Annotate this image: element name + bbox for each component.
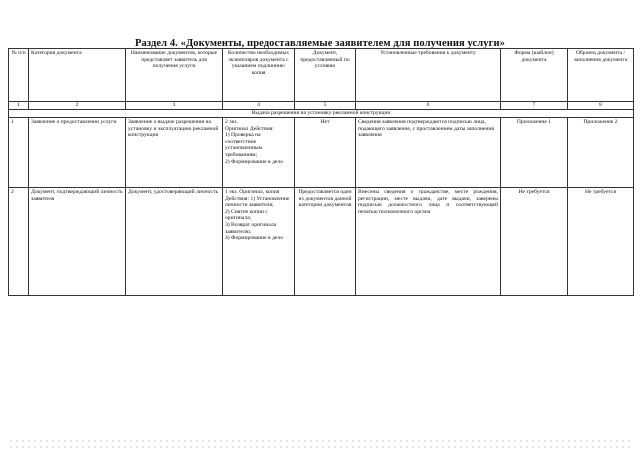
- column-number: 3: [126, 102, 223, 110]
- column-number: 6: [356, 102, 501, 110]
- row-number: 2: [9, 188, 29, 296]
- row-requirements: Сведения заявления подтверждаются подписью лица, подающего заявление, с проставлением даты заполнения заявления: [356, 118, 501, 188]
- row-copies: [223, 118, 295, 188]
- header-document-name: Наименование документов, которые представляет заявитель для получения услуги: [126, 49, 223, 102]
- copies-line: Оригинал Действия:: [225, 125, 274, 132]
- copies-line: 1) Проверка на соответствие установленным требованиям;: [225, 132, 263, 158]
- column-number: 7: [501, 102, 568, 110]
- copies-line: 2) Снятие копии с оригинала;: [225, 208, 268, 222]
- row-sample: Не требуется: [568, 188, 634, 296]
- row-category: Заявление о предоставлении услуги: [29, 118, 126, 188]
- row-conditional: Нет: [295, 118, 356, 188]
- table-row: [9, 118, 634, 188]
- row-sample: Приложение 2: [568, 118, 634, 188]
- copies-line: 4) Формирование в дело: [225, 235, 283, 242]
- copies-line: Действия: 1) Установление личности заявителя;: [225, 195, 290, 209]
- row-form: Не требуется: [501, 188, 568, 296]
- section-subheading: Выдача разрешения на установку рекламной конструкции: [9, 110, 634, 118]
- column-number: 5: [295, 102, 356, 110]
- header-sample: Образец документа /заполнения документа: [568, 49, 634, 102]
- header-category: Категория документа: [29, 49, 126, 102]
- table-row: [9, 188, 634, 296]
- column-number: 4: [223, 102, 295, 110]
- column-number: 1: [9, 102, 29, 110]
- row-form: Приложение 1: [501, 118, 568, 188]
- scan-edge-artifact: [8, 438, 632, 448]
- documents-table: [8, 48, 634, 296]
- row-number: 1: [9, 118, 29, 188]
- header-form: Форма (шаблон) документа: [501, 49, 568, 102]
- row-conditional: Предоставляется один из документов данной категории документов: [295, 188, 356, 296]
- row-requirements: Внесены сведения о гражданстве, месте рождения, регистрации, месте выдачи, дате выдачи, заверены подписью должностного лица и соответствующей печатью полномочного органа: [356, 188, 501, 296]
- row-document-name: Документ, удостоверяющий личность: [126, 188, 223, 296]
- column-number: 2: [29, 102, 126, 110]
- copies-line: 1 экз. Оригинал, копия: [225, 189, 280, 195]
- header-conditional: Документ, предоставляемый по условию: [295, 49, 356, 102]
- copies-line: 3) Возврат оригинала заявителю;: [225, 221, 277, 235]
- column-number-row: [9, 102, 634, 110]
- row-document-name: Заявление о выдаче разрешения на установку и эксплуатацию рекламной конструкции: [126, 118, 223, 188]
- section-title: Раздел 4. «Документы, предоставляемые заявителем для получения услуги»: [134, 38, 506, 49]
- header-copies: Количество необходимых экземпляров документа с указанием подлинник/копия: [223, 49, 295, 102]
- row-copies: [223, 188, 295, 296]
- copies-line: 2) Формирование в дело: [225, 158, 283, 165]
- header-number: № п/п: [9, 49, 29, 102]
- copies-line: 2 экз.: [225, 119, 238, 125]
- header-requirements: Установленные требования к документу: [356, 49, 501, 102]
- column-number: 8: [568, 102, 634, 110]
- header-row: [9, 49, 634, 102]
- row-category: Документ, подтверждающий личность заявителя: [29, 188, 126, 296]
- section-subheading-row: [9, 110, 634, 118]
